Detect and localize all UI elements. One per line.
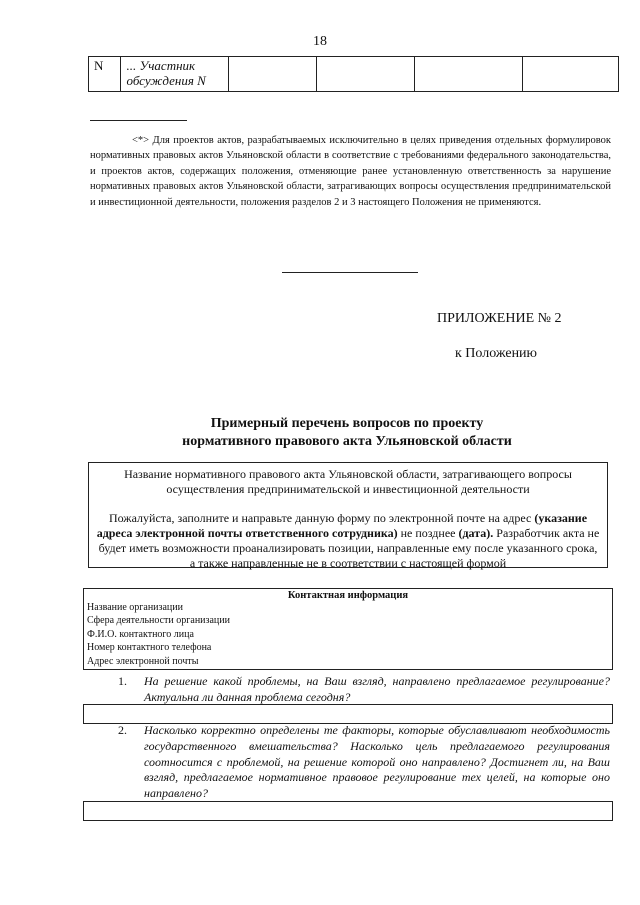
appendix-subtitle: к Положению: [455, 346, 538, 361]
date-placeholder: (дата).: [458, 526, 494, 540]
question-number: 2.: [118, 723, 127, 737]
section-divider: [282, 272, 418, 273]
answer-field-1[interactable]: [83, 704, 613, 724]
contact-field[interactable]: Номер контактного телефона: [87, 642, 212, 654]
contact-field[interactable]: Название организации: [87, 602, 183, 613]
contact-title: Контактная информация: [287, 590, 409, 601]
title-line-1: Примерный перечень вопросов по проекту: [210, 416, 484, 431]
footnote-divider: [90, 120, 187, 121]
contact-info-box: [83, 588, 613, 670]
title-line-2: нормативного правового акта Ульяновской области: [182, 434, 512, 449]
request-end: Разработчик акта не будет иметь возможности проанализировать позиции, направленные ему после указанного срока, а также направленные не в соответствии с настоящей формой: [98, 526, 600, 570]
empty-cell: [414, 57, 523, 92]
answer-field-2[interactable]: [83, 801, 613, 821]
request-mid: не позднее: [400, 526, 456, 540]
page-number: 18: [313, 34, 327, 49]
info-box: [88, 462, 608, 568]
row-marker-cell: N: [89, 57, 121, 92]
question-number: 1.: [118, 674, 127, 688]
question-text: На решение какой проблемы, на Ваш взгляд, направлено предлагаемое регулирование? Актуальна ли данная проблема сегодня?: [144, 674, 610, 704]
page-title: [100, 415, 594, 451]
empty-cell: [229, 57, 317, 92]
email-placeholder: (указание адреса электронной почты ответственного сотрудника): [96, 511, 588, 540]
footnote-text: <*> Для проектов актов, разрабатываемых исключительно в целях приведения отдельных формулировок нормативных правовых актов Ульяновской области в соответствие с требованиями федерального законодательства, и проектов актов, содержащих положения, отменяющие ранее установленную ответственность за нарушение нормативных правовых актов Ульяновской области, затрагивающих вопросы осуществления предпринимательской и инвестиционной деятельности, положения разделов 2 и 3 настоящего Положения не применяются.: [90, 135, 611, 208]
participants-table: [88, 56, 619, 92]
request-instructions: [89, 511, 607, 571]
question-2: [106, 723, 610, 802]
question-1: [106, 674, 610, 706]
participant-cell: ... Участник обсуждения N: [121, 57, 229, 92]
appendix-title: ПРИЛОЖЕНИЕ № 2: [437, 311, 562, 326]
empty-cell: [523, 57, 619, 92]
request-start: Пожалуйста, заполните и направьте данную форму по электронной почте на адрес: [108, 511, 532, 525]
table-row: [89, 57, 619, 92]
contact-field[interactable]: Сфера деятельности организации: [87, 615, 230, 627]
question-text: Насколько корректно определены те факторы, которые обуславливают необходимость государственного вмешательства? Насколько цель предлагаемого регулирования соотносится с проблемой, на решение которой оно направлено? Достигнет ли, на Ваш взгляд, предлагаемое нормативное правовое регулирование тех целей, на которые оно направлено?: [144, 723, 610, 801]
empty-cell: [317, 57, 414, 92]
contact-field[interactable]: Ф.И.О. контактного лица: [87, 628, 194, 640]
act-name-line: Название нормативного правового акта Ульяновской области, затрагивающего вопросы осуществления предпринимательской и инвестиционной деятельности: [124, 467, 572, 496]
contact-field[interactable]: Адрес электронной почты: [87, 655, 199, 667]
